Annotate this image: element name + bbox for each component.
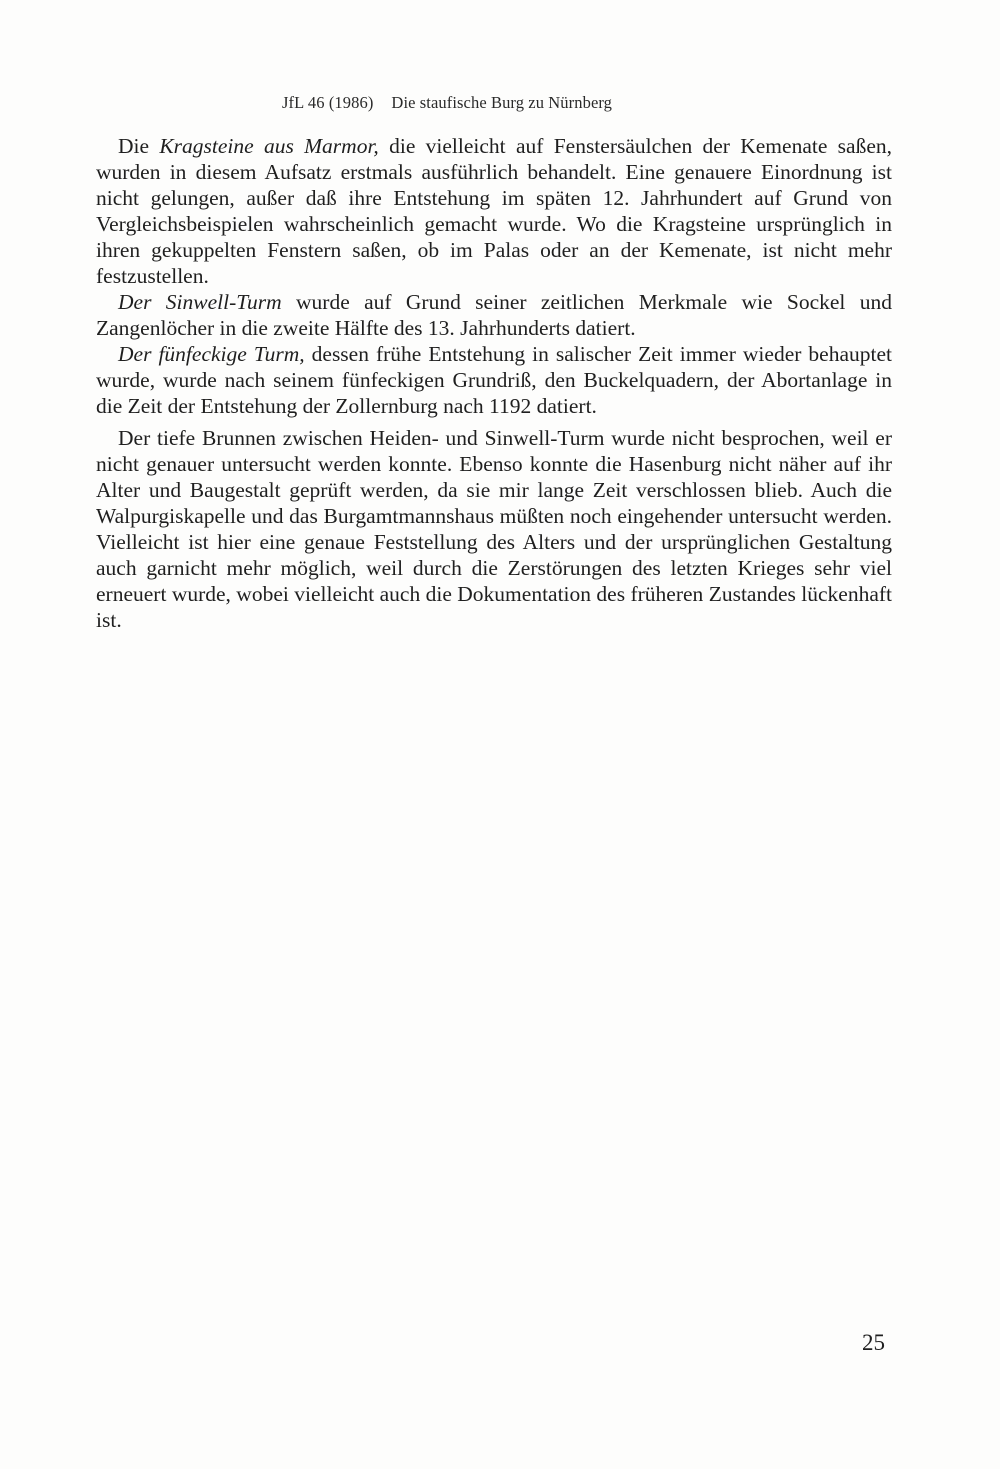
- body-text: [96, 133, 892, 633]
- paragraph-text: wurde auf Grund seiner zeitlichen Merkmale wie Sockel und Zangenlöcher in die zweite Hälfte des 13. Jahrhunderts datiert.: [96, 290, 892, 340]
- paragraph-fuenfeckiger-turm: [96, 341, 892, 419]
- article-title: Die staufische Burg zu Nürnberg: [391, 93, 613, 112]
- paragraph-lead: Die: [118, 134, 160, 158]
- paragraph-text: dessen frühe Entstehung in salischer Zeit immer wieder behauptet wurde, wurde nach seinem fünfeckigen Grundriß, den Buckelquadern, der Abortanlage in die Zeit der Entstehung der Zollernburg nach 1192 datiert.: [96, 342, 892, 418]
- paragraph-sinwell-turm: [96, 289, 892, 341]
- paragraph-kragsteine: [96, 133, 892, 289]
- journal-citation: JfL 46 (1986): [282, 93, 374, 112]
- page-number: 25: [862, 1330, 885, 1355]
- emphasis-sinwell-turm: Der Sinwell-Turm: [118, 290, 282, 314]
- emphasis-fuenfeckiger-turm: Der fünfeckige Turm,: [118, 342, 305, 366]
- running-head: [282, 93, 782, 113]
- emphasis-kragsteine: Kragsteine aus Marmor,: [159, 134, 379, 158]
- paragraph-text: die vielleicht auf Fenstersäulchen der Kemenate saßen, wurden in diesem Aufsatz erstmals ausführlich behandelt. Eine genauere Einordnung ist nicht gelungen, außer daß ihre Entstehung im späten 12. Jahrhundert auf Grund von Vergleichsbeispielen wahrscheinlich gemacht wurde. Wo die Kragsteine ursprünglich in ihren gekuppelten Fenstern saßen, ob im Palas oder an der Kemenate, ist nicht mehr festzustellen.: [96, 134, 892, 288]
- paragraph-brunnen: Der tiefe Brunnen zwischen Heiden- und Sinwell-Turm wurde nicht besprochen, weil er nicht genauer untersucht werden konnte. Ebenso konnte die Hasenburg nicht näher auf ihr Alter und Baugestalt geprüft werden, da sie mir lange Zeit verschlossen blieb. Auch die Walpurgiskapelle und das Burgamtmannshaus müßten noch eingehender untersucht werden. Vielleicht ist hier eine genaue Feststellung des Alters und der ursprünglichen Gestaltung auch garnicht mehr möglich, weil durch die Zerstörungen des letzten Krieges sehr viel erneuert wurde, wobei vielleicht auch die Dokumentation des früheren Zustandes lückenhaft ist.: [96, 426, 892, 632]
